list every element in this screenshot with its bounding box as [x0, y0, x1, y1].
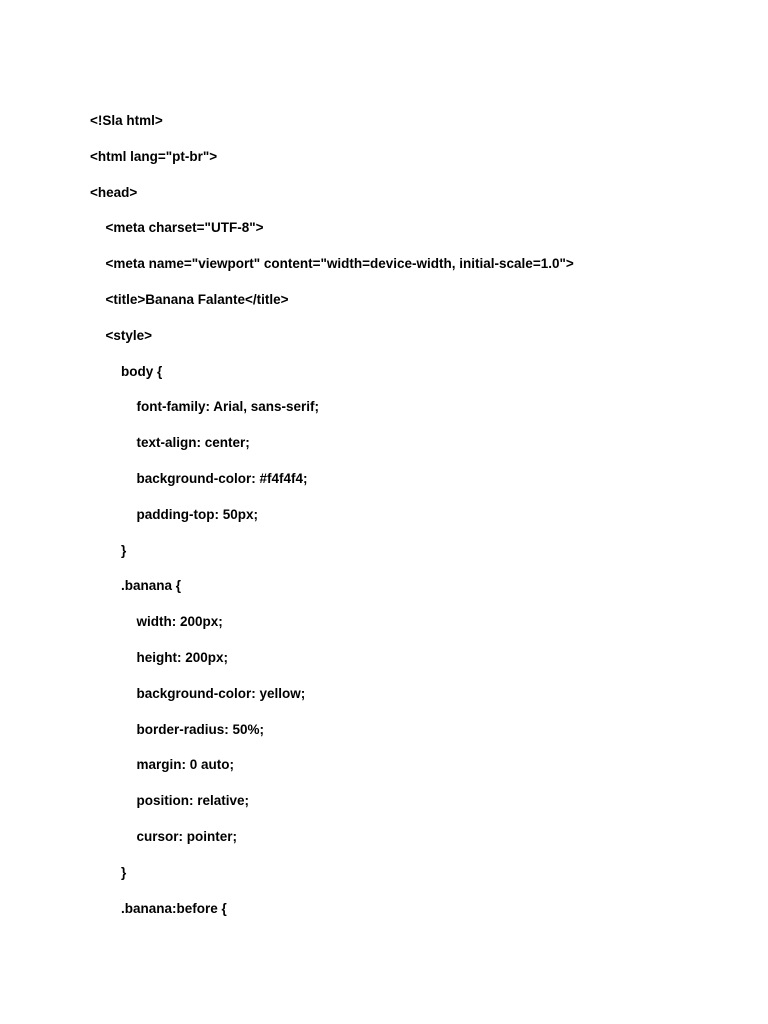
- code-line: <!Sla html>: [90, 113, 163, 128]
- code-line: padding-top: 50px;: [136, 506, 258, 522]
- code-line: <meta charset="UTF-8">: [105, 220, 264, 236]
- code-line: <meta name="viewport" content="width=device-width, initial-scale=1.0">: [105, 256, 574, 272]
- code-line: }: [121, 542, 127, 558]
- code-line: }: [121, 864, 127, 880]
- code-line: background-color: yellow;: [136, 685, 306, 701]
- code-line: cursor: pointer;: [136, 828, 238, 844]
- code-line: .banana {: [121, 578, 182, 594]
- code-line: text-align: center;: [136, 435, 250, 451]
- code-line: <title>Banana Falante</title>: [105, 291, 289, 307]
- code-line: body {: [121, 363, 163, 379]
- code-line: background-color: #f4f4f4;: [136, 470, 308, 486]
- code-line: .banana:before {: [121, 900, 227, 916]
- code-line: <html lang="pt-br">: [90, 148, 218, 164]
- code-line: margin: 0 auto;: [136, 757, 235, 773]
- code-line: height: 200px;: [136, 649, 229, 665]
- code-line: border-radius: 50%;: [136, 721, 265, 737]
- code-listing: [90, 112, 574, 935]
- code-line: font-family: Arial, sans-serif;: [136, 399, 320, 415]
- code-line: width: 200px;: [136, 614, 223, 630]
- code-line: <style>: [105, 327, 153, 343]
- code-line: position: relative;: [136, 793, 250, 809]
- code-line: <head>: [90, 184, 138, 200]
